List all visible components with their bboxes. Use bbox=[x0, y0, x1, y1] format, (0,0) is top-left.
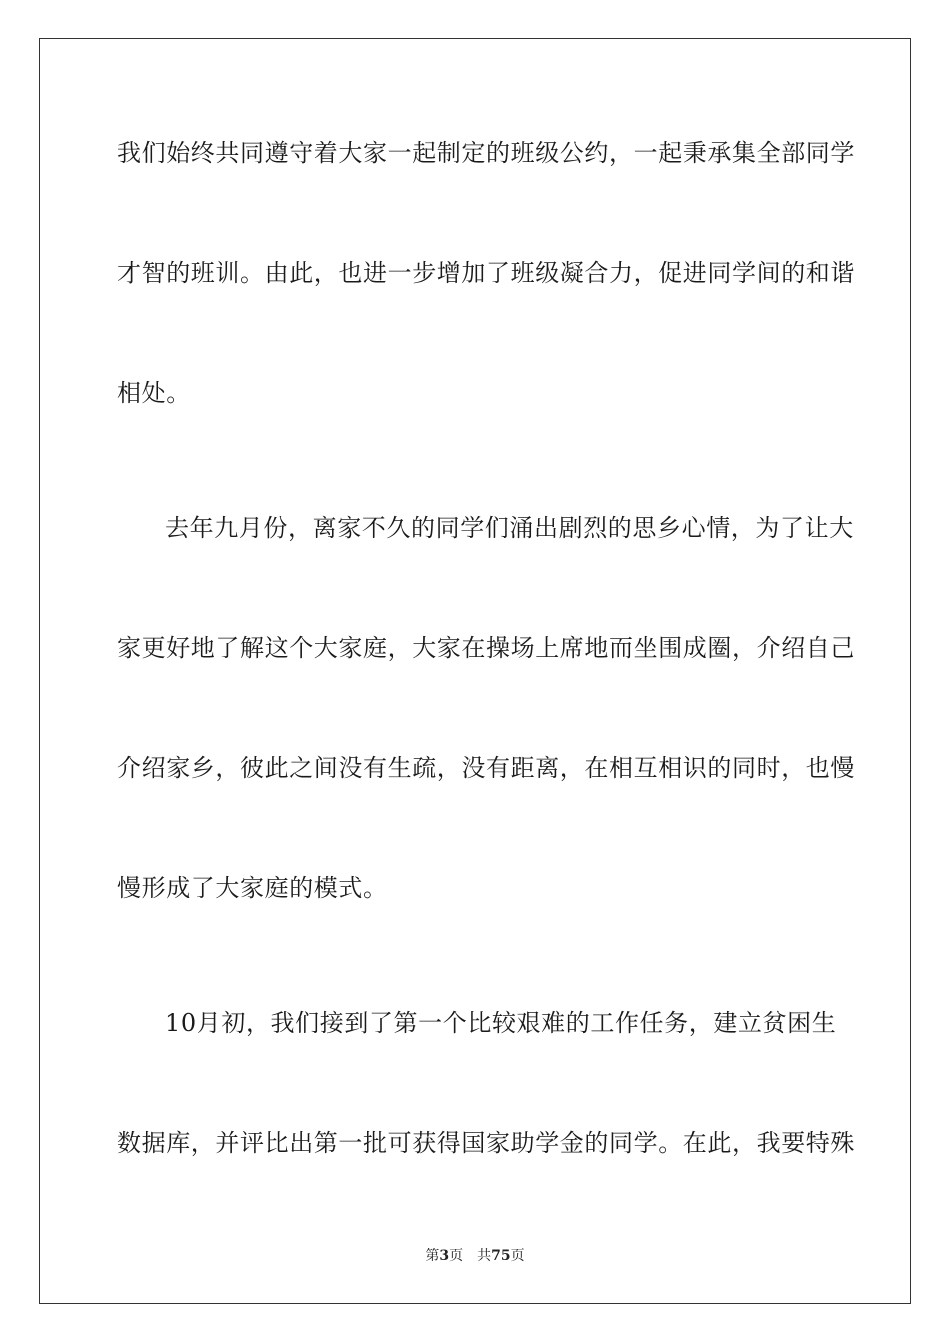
total-suffix: 页 bbox=[510, 1248, 525, 1264]
paragraph-1-line-2: 才智的班训。由此，也进一步增加了班级凝合力，促进同学间的和谐 bbox=[117, 259, 855, 287]
paragraph-1-line-1: 我们始终共同遵守着大家一起制定的班级公约，一起秉承集全部同学 bbox=[117, 139, 855, 167]
page-prefix: 第 bbox=[425, 1248, 440, 1264]
page-footer bbox=[0, 1247, 950, 1265]
total-prefix: 共 bbox=[477, 1248, 492, 1264]
paragraph-2-line-2: 家更好地了解这个大家庭，大家在操场上席地而坐围成圈，介绍自己 bbox=[117, 634, 855, 662]
paragraph-3-line-1: 10月初，我们接到了第一个比较艰难的工作任务，建立贫困生 bbox=[165, 1009, 837, 1037]
paragraph-1-line-3: 相处。 bbox=[117, 379, 191, 407]
total-pages: 75 bbox=[491, 1248, 511, 1264]
paragraph-3-line-2: 数据库，并评比出第一批可获得国家助学金的同学。在此，我要特殊 bbox=[117, 1129, 855, 1157]
page-border bbox=[39, 38, 911, 1304]
page-number: 3 bbox=[439, 1248, 450, 1264]
paragraph-2-line-3: 介绍家乡，彼此之间没有生疏，没有距离，在相互相识的同时，也慢 bbox=[117, 754, 855, 782]
page-suffix: 页 bbox=[449, 1248, 464, 1264]
paragraph-2-line-1: 去年九月份，离家不久的同学们涌出剧烈的思乡心情，为了让大 bbox=[165, 514, 854, 542]
paragraph-2-line-4: 慢形成了大家庭的模式。 bbox=[117, 874, 388, 902]
